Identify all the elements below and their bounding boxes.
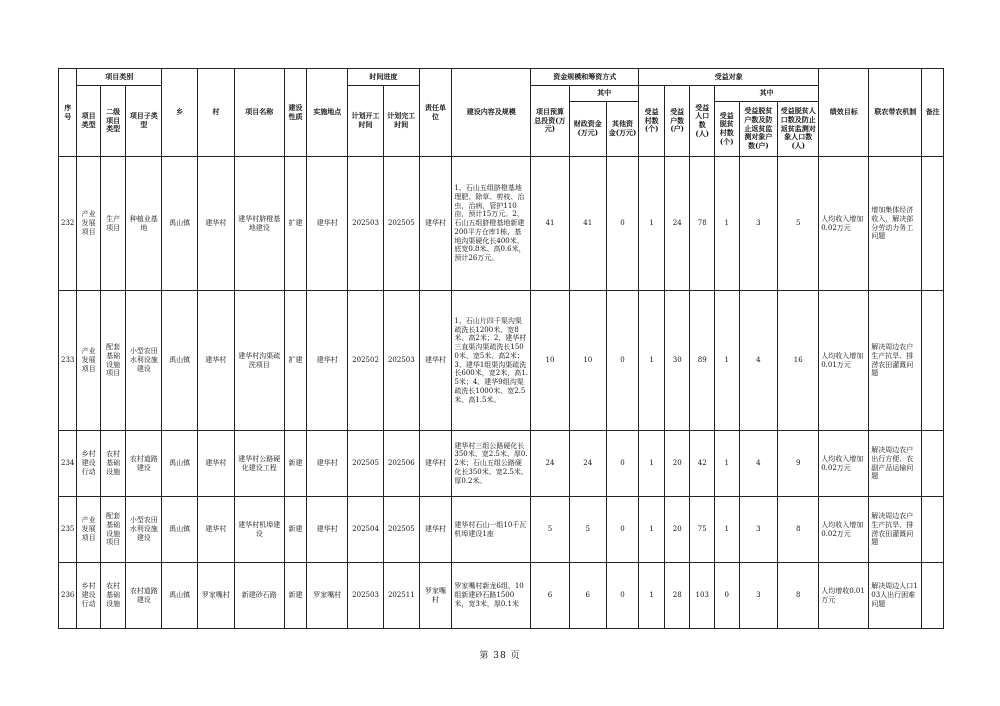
cell-ben-population: 78 xyxy=(690,157,715,291)
header-nature: 建设性质 xyxy=(284,69,306,157)
cell-start: 202503 xyxy=(348,157,384,291)
cell-goal: 人均增收0.01万元 xyxy=(819,563,869,629)
cell-ben-households: 28 xyxy=(664,563,690,629)
cell-poor-households: 3 xyxy=(739,563,778,629)
header-ben-villages: 受益村数(个) xyxy=(639,86,665,157)
cell-start: 202502 xyxy=(348,291,384,431)
cell-sub-type: 生产项目 xyxy=(100,157,126,291)
cell-content: 1、石山片四千渠沟渠疏洗长1200米、宽8米、高2米；2、建华村三直渠沟渠疏洗长1500米、宽5米、高2米；3、建华1组渠沟渠疏洗长600米，宽2米，高1.5米；4、建华9组沟渠疏洗长1000米、宽2.5米、高1.5米。 xyxy=(452,291,531,431)
cell-fiscal: 10 xyxy=(569,291,606,431)
table-header xyxy=(59,69,944,157)
cell-poor-households: 4 xyxy=(739,291,778,431)
cell-poor-population: 5 xyxy=(778,157,819,291)
cell-ben-villages: 1 xyxy=(639,497,665,563)
header-of-which: 其中 xyxy=(569,86,639,102)
header-location: 实施地点 xyxy=(307,69,348,157)
cell-project-name: 建华村公路硬化建设工程 xyxy=(234,431,284,497)
cell-remark xyxy=(922,157,944,291)
cell-project-name: 建华村脐橙基地建设 xyxy=(234,157,284,291)
cell-village: 建华村 xyxy=(197,497,234,563)
cell-type: 产业发展项目 xyxy=(77,157,101,291)
cell-poor-villages: 0 xyxy=(714,563,739,629)
cell-sub-class: 农村道路建设 xyxy=(126,563,162,629)
project-table xyxy=(58,68,944,629)
cell-goal: 人均收入增加0.02万元 xyxy=(819,431,869,497)
cell-sub-class: 小型农田水利设施建设 xyxy=(126,291,162,431)
header-total: 项目预算总投资(万元) xyxy=(531,86,570,157)
cell-poor-population: 16 xyxy=(778,291,819,431)
header-group-time: 时间进度 xyxy=(348,69,420,86)
cell-mechanism: 解决周边农户出行方便、农副产品运输问题 xyxy=(869,431,922,497)
header-village: 村 xyxy=(197,69,234,157)
cell-remark xyxy=(922,431,944,497)
cell-seq: 236 xyxy=(59,563,77,629)
cell-ben-households: 20 xyxy=(664,497,690,563)
header-of-which-2: 其中 xyxy=(714,86,818,102)
cell-content: 建华村三组公路硬化长350米、宽2.5米、厚0.2米；石山五组公路硬化长350米、宽2.5米、厚0.2米。 xyxy=(452,431,531,497)
cell-poor-villages: 1 xyxy=(714,431,739,497)
header-poor-population: 受益脱贫人口数及防止返贫监测对象人口数(人) xyxy=(778,102,819,157)
cell-township: 禹山镇 xyxy=(162,497,198,563)
header-seq: 序号 xyxy=(59,69,77,157)
cell-sub-class: 小型农田水利设施建设 xyxy=(126,497,162,563)
cell-end: 202503 xyxy=(383,291,419,431)
cell-seq: 232 xyxy=(59,157,77,291)
cell-type: 产业发展项目 xyxy=(77,291,101,431)
cell-project-name: 建华村机埠建设 xyxy=(234,497,284,563)
cell-fiscal: 41 xyxy=(569,157,606,291)
cell-content: 罗家嘴村新龙6组、10组新建砂石路1500米，宽3米，厚0.1米 xyxy=(452,563,531,629)
cell-total: 5 xyxy=(531,497,570,563)
cell-poor-villages: 1 xyxy=(714,497,739,563)
table-row xyxy=(59,497,944,563)
cell-goal: 人均收入增加0.02万元 xyxy=(819,497,869,563)
cell-location: 建华村 xyxy=(307,431,348,497)
cell-content: 建华村石山一组10千瓦机埠建设1座 xyxy=(452,497,531,563)
cell-location: 建华村 xyxy=(307,157,348,291)
cell-mechanism: 增加集体经济收入，解决部分劳动力务工问题 xyxy=(869,157,922,291)
table-row xyxy=(59,157,944,291)
cell-sub-type: 农村基础设施 xyxy=(100,563,126,629)
cell-poor-households: 3 xyxy=(739,157,778,291)
cell-ben-households: 24 xyxy=(664,157,690,291)
header-project-name: 项目名称 xyxy=(234,69,284,157)
cell-unit: 建华村 xyxy=(419,157,452,291)
table-row xyxy=(59,291,944,431)
cell-poor-households: 4 xyxy=(739,431,778,497)
cell-ben-villages: 1 xyxy=(639,563,665,629)
cell-seq: 233 xyxy=(59,291,77,431)
cell-other: 0 xyxy=(606,431,639,497)
cell-poor-villages: 1 xyxy=(714,291,739,431)
header-fiscal: 财政资金(万元) xyxy=(569,102,606,157)
cell-seq: 234 xyxy=(59,431,77,497)
table-row xyxy=(59,431,944,497)
cell-township: 禹山镇 xyxy=(162,563,198,629)
cell-mechanism: 解决周边农户生产抗旱、排涝农田灌溉问题 xyxy=(869,497,922,563)
cell-remark xyxy=(922,291,944,431)
cell-total: 6 xyxy=(531,563,570,629)
table-row xyxy=(59,563,944,629)
cell-type: 乡村建设行动 xyxy=(77,563,101,629)
cell-fiscal: 24 xyxy=(569,431,606,497)
header-ben-households: 受益户数(户) xyxy=(664,86,690,157)
cell-village: 建华村 xyxy=(197,157,234,291)
header-start: 计划开工时间 xyxy=(348,86,384,157)
cell-poor-population: 8 xyxy=(778,563,819,629)
cell-poor-population: 8 xyxy=(778,497,819,563)
header-content: 建设内容及规模 xyxy=(452,69,531,157)
cell-other: 0 xyxy=(606,157,639,291)
cell-ben-population: 42 xyxy=(690,431,715,497)
cell-seq: 235 xyxy=(59,497,77,563)
header-unit: 责任单位 xyxy=(419,69,452,157)
cell-unit: 建华村 xyxy=(419,431,452,497)
cell-location: 建华村 xyxy=(307,497,348,563)
cell-other: 0 xyxy=(606,291,639,431)
cell-goal: 人均收入增加0.01万元 xyxy=(819,291,869,431)
cell-poor-households: 3 xyxy=(739,497,778,563)
cell-type: 产业发展项目 xyxy=(77,497,101,563)
cell-end: 202505 xyxy=(383,497,419,563)
cell-sub-class: 农村道路建设 xyxy=(126,431,162,497)
cell-ben-villages: 1 xyxy=(639,431,665,497)
cell-mechanism: 解决周边人口103人出行困难问题 xyxy=(869,563,922,629)
header-ben-population: 受益人口数(人) xyxy=(690,86,715,157)
header-township: 乡 xyxy=(162,69,198,157)
cell-goal: 人均收入增加0.02万元 xyxy=(819,157,869,291)
cell-poor-villages: 1 xyxy=(714,157,739,291)
cell-poor-population: 9 xyxy=(778,431,819,497)
header-poor-households: 受益脱贫户数及防止返贫监测对象户数(户) xyxy=(739,102,778,157)
cell-ben-population: 103 xyxy=(690,563,715,629)
cell-remark xyxy=(922,497,944,563)
header-remark: 备注 xyxy=(922,69,944,157)
cell-type: 乡村建设行动 xyxy=(77,431,101,497)
cell-ben-population: 89 xyxy=(690,291,715,431)
cell-unit: 建华村 xyxy=(419,291,452,431)
cell-township: 禹山镇 xyxy=(162,157,198,291)
cell-remark xyxy=(922,563,944,629)
header-goal: 绩效目标 xyxy=(819,69,869,157)
cell-end: 202506 xyxy=(383,431,419,497)
cell-total: 24 xyxy=(531,431,570,497)
cell-nature: 扩建 xyxy=(284,157,306,291)
cell-fiscal: 6 xyxy=(569,563,606,629)
cell-end: 202505 xyxy=(383,157,419,291)
header-end: 计划完工时间 xyxy=(383,86,419,157)
cell-location: 罗家嘴村 xyxy=(307,563,348,629)
cell-sub-type: 配套基础设施项目 xyxy=(100,497,126,563)
header-project-type: 项目类型 xyxy=(77,86,101,157)
cell-other: 0 xyxy=(606,563,639,629)
cell-township: 禹山镇 xyxy=(162,431,198,497)
header-group-beneficiaries: 受益对象 xyxy=(639,69,819,86)
cell-sub-class: 种植业基地 xyxy=(126,157,162,291)
cell-start: 202505 xyxy=(348,431,384,497)
cell-nature: 扩建 xyxy=(284,291,306,431)
cell-total: 10 xyxy=(531,291,570,431)
page-number: 第 38 页 xyxy=(479,651,521,661)
cell-ben-population: 75 xyxy=(690,497,715,563)
cell-village: 建华村 xyxy=(197,431,234,497)
cell-fiscal: 5 xyxy=(569,497,606,563)
cell-nature: 新建 xyxy=(284,431,306,497)
cell-ben-households: 30 xyxy=(664,291,690,431)
cell-ben-households: 20 xyxy=(664,431,690,497)
cell-nature: 新建 xyxy=(284,563,306,629)
cell-mechanism: 解决周边农户生产抗旱、排涝农田灌溉问题 xyxy=(869,291,922,431)
cell-unit: 罗家嘴村 xyxy=(419,563,452,629)
table-body xyxy=(59,157,944,629)
cell-start: 202503 xyxy=(348,563,384,629)
cell-total: 41 xyxy=(531,157,570,291)
header-group-category: 项目类别 xyxy=(77,69,162,86)
cell-township: 禹山镇 xyxy=(162,291,198,431)
cell-sub-type: 配套基础设施项目 xyxy=(100,291,126,431)
header-mechanism: 联农带农机制 xyxy=(869,69,922,157)
header-other: 其他资金(万元) xyxy=(606,102,639,157)
cell-ben-villages: 1 xyxy=(639,291,665,431)
cell-nature: 新建 xyxy=(284,497,306,563)
cell-start: 202504 xyxy=(348,497,384,563)
cell-other: 0 xyxy=(606,497,639,563)
cell-location: 建华村 xyxy=(307,291,348,431)
header-sub-class: 项目子类型 xyxy=(126,86,162,157)
cell-ben-villages: 1 xyxy=(639,157,665,291)
cell-village: 罗家嘴村 xyxy=(197,563,234,629)
header-sub-type: 二级项目类型 xyxy=(100,86,126,157)
cell-unit: 建华村 xyxy=(419,497,452,563)
cell-project-name: 建华村沟渠疏洗项目 xyxy=(234,291,284,431)
cell-content: 1、石山五组脐橙基地理肥、除草、剪枝、治虫，治病，管护110亩，预计15万元。2、石山五组脐橙基地新建200平方仓库1栋，基地沟渠硬化长400米、底宽0.8米、高0.6米，预计26万元。 xyxy=(452,157,531,291)
cell-project-name: 新建砂石路 xyxy=(234,563,284,629)
header-group-fund: 资金规模和筹资方式 xyxy=(531,69,639,86)
cell-end: 202511 xyxy=(383,563,419,629)
cell-village: 建华村 xyxy=(197,291,234,431)
cell-sub-type: 农村基础设施 xyxy=(100,431,126,497)
header-poor-villages: 受益脱贫村数(个) xyxy=(714,102,739,157)
